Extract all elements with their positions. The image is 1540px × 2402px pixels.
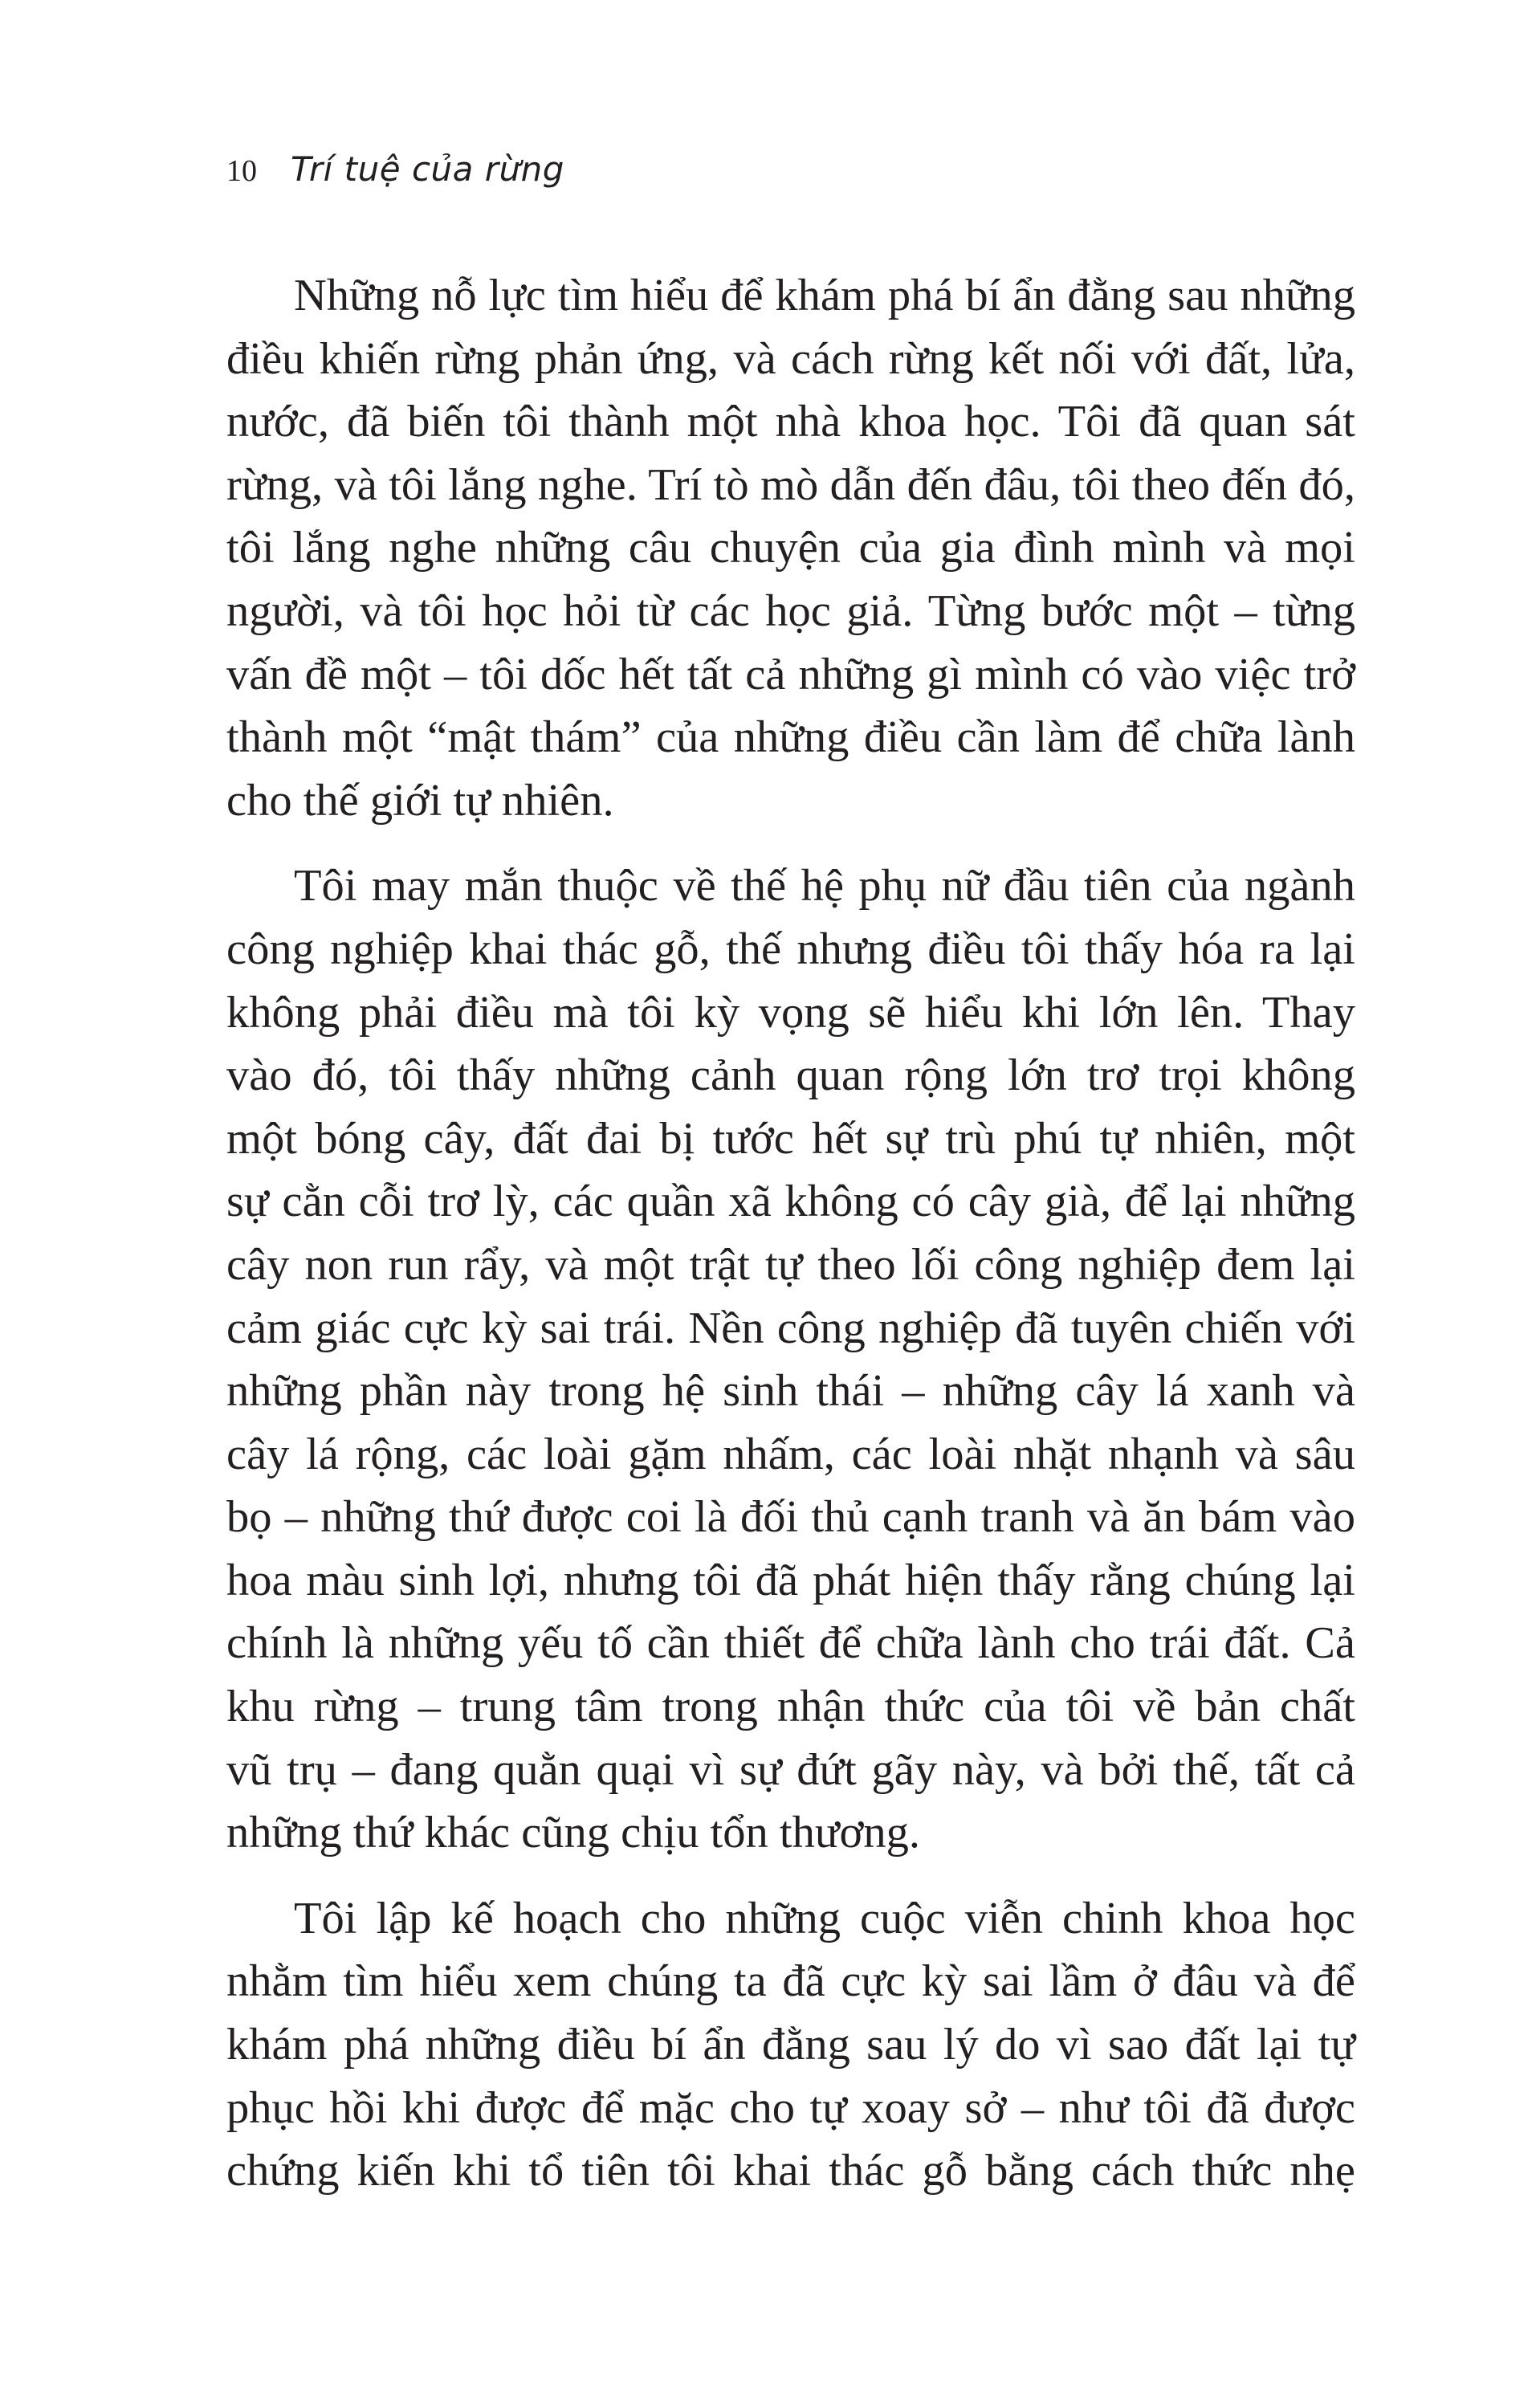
text-line: bọ – những thứ được coi là đối thủ cạnh tranh và ăn bám vào (226, 1492, 1355, 1543)
body-text (226, 264, 1355, 2225)
text-line: cho thế giới tự nhiên. (226, 775, 614, 826)
text-line: khám phá những điều bí ẩn đằng sau lý do vì sao đất lại tự (226, 2020, 1355, 2070)
text-line: cây lá rộng, các loài gặm nhấm, các loài nhặt nhạnh và sâu (226, 1429, 1355, 1479)
text-line: vũ trụ – đang quằn quại vì sự đứt gãy này, và bởi thế, tất cả (226, 1744, 1355, 1795)
text-line: rừng, và tôi lắng nghe. Trí tò mò dẫn đến đâu, tôi theo đến đó, (226, 459, 1355, 510)
text-line: vấn đề một – tôi dốc hết tất cả những gì mình có vào việc trở (226, 649, 1355, 699)
text-line: cảm giác cực kỳ sai trái. Nền công nghiệp đã tuyên chiến với (226, 1303, 1355, 1353)
text-line: không phải điều mà tôi kỳ vọng sẽ hiểu khi lớn lên. Thay (226, 987, 1355, 1038)
paragraph (226, 264, 1355, 832)
text-line: công nghiệp khai thác gỗ, thế nhưng điều tôi thấy hóa ra lại (226, 924, 1355, 974)
text-line: cây non run rẩy, và một trật tự theo lối công nghiệp đem lại (226, 1239, 1355, 1290)
running-header (226, 149, 564, 189)
text-line: chứng kiến khi tổ tiên tôi khai thác gỗ bằng cách thức nhẹ (226, 2146, 1355, 2196)
text-line: vào đó, tôi thấy những cảnh quan rộng lớn trơ trọi không (226, 1050, 1355, 1101)
paragraph (226, 854, 1355, 1865)
text-line: phục hồi khi được để mặc cho tự xoay sở – như tôi đã được (226, 2082, 1355, 2133)
text-line: điều khiến rừng phản ứng, và cách rừng kết nối với đất, lửa, (226, 333, 1355, 384)
text-line: tôi lắng nghe những câu chuyện của gia đình mình và mọi (226, 523, 1355, 573)
text-line: khu rừng – trung tâm trong nhận thức của tôi về bản chất (226, 1682, 1355, 1732)
text-line: chính là những yếu tố cần thiết để chữa lành cho trái đất. Cả (226, 1618, 1355, 1669)
text-line: người, và tôi học hỏi từ các học giả. Từng bước một – từng (226, 585, 1355, 636)
text-line: Những nỗ lực tìm hiểu để khám phá bí ẩn đằng sau những (294, 271, 1355, 320)
text-line: sự cằn cỗi trơ lỳ, các quần xã không có cây già, để lại những (226, 1177, 1355, 1227)
text-line: những thứ khác cũng chịu tổn thương. (226, 1808, 920, 1858)
text-line: hoa màu sinh lợi, nhưng tôi đã phát hiện thấy rằng chúng lại (226, 1555, 1355, 1605)
text-line: một bóng cây, đất đai bị tước hết sự trù phú tự nhiên, một (226, 1113, 1355, 1164)
text-line: nước, đã biến tôi thành một nhà khoa học. Tôi đã quan sát (226, 397, 1355, 447)
book-title: Trí tuệ của rừng (291, 149, 564, 189)
text-line: nhằm tìm hiểu xem chúng ta đã cực kỳ sai lầm ở đâu và để (226, 1956, 1355, 2007)
text-line: thành một “mật thám” của những điều cần làm để chữa lành (226, 712, 1355, 763)
paragraph (226, 1887, 1355, 2203)
text-line: những phần này trong hệ sinh thái – những cây lá xanh và (226, 1366, 1355, 1417)
page-number: 10 (226, 154, 257, 188)
text-line: Tôi lập kế hoạch cho những cuộc viễn chinh khoa học (294, 1893, 1355, 1943)
text-line: Tôi may mắn thuộc về thế hệ phụ nữ đầu tiên của ngành (294, 861, 1355, 911)
